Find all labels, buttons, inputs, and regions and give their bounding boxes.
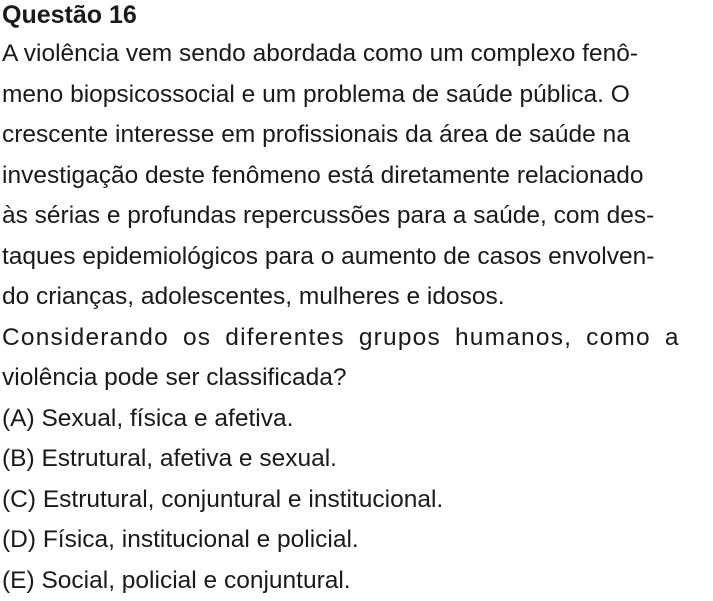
paragraph-line: às sérias e profundas repercussões para a saúde, com des- bbox=[2, 196, 711, 237]
question-prompt bbox=[2, 318, 711, 399]
prompt-line: Considerando os diferentes grupos humanos, como a bbox=[2, 318, 711, 359]
option-b[interactable]: (B) Estrutural, afetiva e sexual. bbox=[2, 439, 711, 480]
paragraph-line: do crianças, adolescentes, mulheres e idosos. bbox=[2, 277, 711, 318]
option-c[interactable]: (C) Estrutural, conjuntural e institucional. bbox=[2, 480, 711, 521]
question-title: Questão 16 bbox=[2, 0, 711, 30]
paragraph-line: A violência vem sendo abordada como um complexo fenô- bbox=[2, 34, 711, 75]
option-e[interactable]: (E) Social, policial e conjuntural. bbox=[2, 561, 711, 601]
option-d[interactable]: (D) Física, institucional e policial. bbox=[2, 520, 711, 561]
paragraph-line: taques epidemiológicos para o aumento de casos envolven- bbox=[2, 237, 711, 278]
paragraph-line: investigação deste fenômeno está diretamente relacionado bbox=[2, 156, 711, 197]
question-paragraph bbox=[2, 34, 711, 318]
paragraph-line: meno biopsicossocial e um problema de saúde pública. O bbox=[2, 75, 711, 116]
prompt-line: violência pode ser classificada? bbox=[2, 358, 711, 399]
paragraph-line: crescente interesse em profissionais da área de saúde na bbox=[2, 115, 711, 156]
option-a[interactable]: (A) Sexual, física e afetiva. bbox=[2, 399, 711, 440]
answer-options bbox=[2, 399, 711, 601]
